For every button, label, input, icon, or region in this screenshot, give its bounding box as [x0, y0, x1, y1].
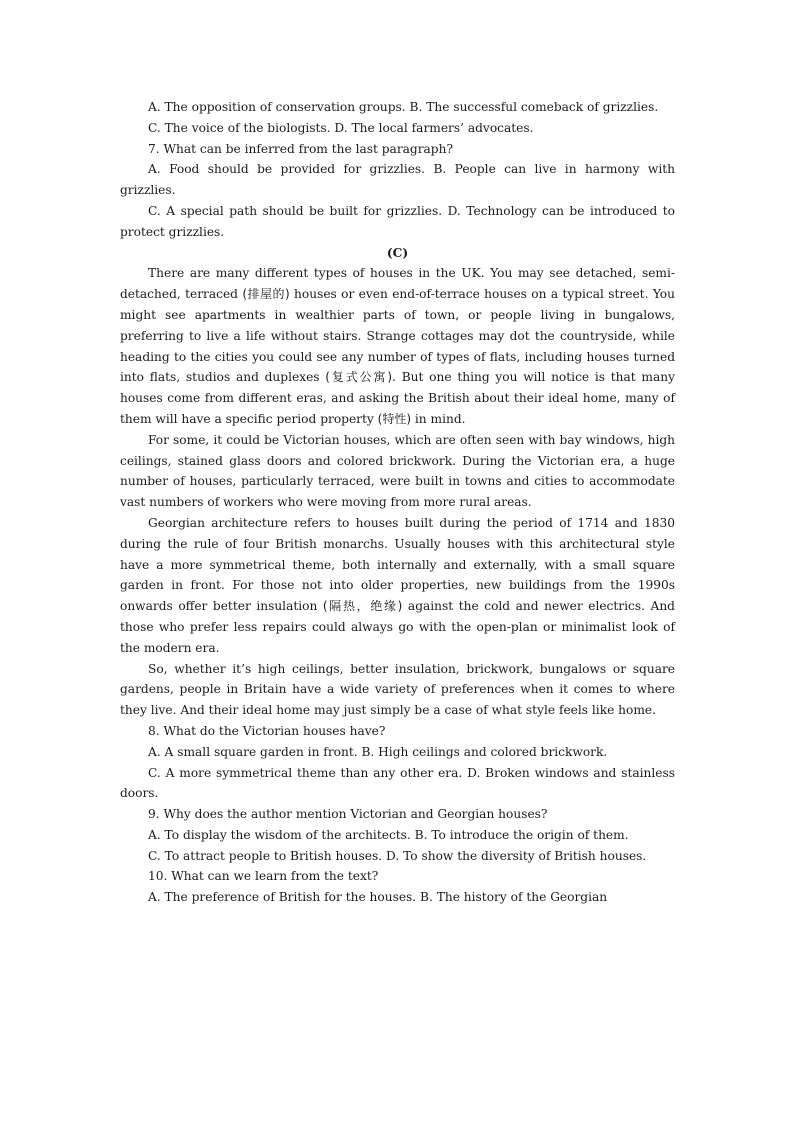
q9-options-cd: C. To attract people to British houses. D. To show the diversity of British houses.: [148, 848, 647, 863]
p3-text-a: Georgian architecture refers to houses built during the period of 1714 and 1830 during the rule of four British monarchs. Usually houses with this architectural style have a more symmetrical theme, both internally and externally, with a small square garden in front. For those not into older properties, new buildings from the 1990s onwards offer better insulation: [120, 515, 675, 614]
q8-options-cd: C. A more symmetrical theme than any other era. D. Broken windows and stainless doors.: [120, 765, 675, 801]
p1-text-b: houses or even end-of-terrace houses on a typical street. You might see apartments in wealthier parts of town, or people living in bungalows, preferring to live a life without stairs. Strange cottages may dot the countryside, while heading to the cities you could see any number of types of flats, including houses turned into flats, studios and duplexes: [120, 287, 675, 385]
passage-c-paragraph-2: For some, it could be Victorian houses, which are often seen with bay windows, high ceilings, stained glass doors and colored brickwork. During the Victorian era, a huge number of houses, particularly terraced, were built in towns and cities to accommodate vast numbers of workers who were moving from more rural areas.: [120, 432, 675, 510]
q9-stem: 9. Why does the author mention Victorian and Georgian houses?: [148, 807, 548, 822]
passage-c-paragraph-1: [120, 263, 675, 429]
p1-text-c: . But one thing you will notice is that many houses come from different eras, and asking the British about their ideal home, many of them will have a specific period property: [120, 370, 675, 426]
p3-gloss-insulation: (隔热，绝缘): [322, 599, 403, 614]
passage-c-title: (C): [386, 245, 409, 260]
q10-options-ab: A. The preference of British for the houses. B. The history of the Georgian: [148, 890, 608, 905]
passage-c-paragraph-4: So, whether it’s high ceilings, better insulation, brickwork, bungalows or square gardens, people in Britain have a wide variety of preferences when it comes to where they live. And their ideal home may just simply be a case of what style feels like home.: [120, 661, 675, 718]
p1-gloss-terraced: (排屋的): [242, 287, 290, 302]
q10-stem: 10. What can we learn from the text?: [148, 869, 379, 884]
p1-text-a: There are many different types of houses in the UK. You may see detached, semi-detached, terraced: [120, 266, 675, 302]
q6-options-cd: C. The voice of the biologists. D. The local farmers’ advocates.: [148, 120, 534, 135]
q9-options-ab: A. To display the wisdom of the architects. B. To introduce the origin of them.: [148, 827, 629, 842]
p3-text-b: against the cold and newer electrics. And those who prefer less repairs could always go with the open-plan or minimalist look of the modern era.: [120, 599, 675, 655]
q6-options-ab: A. The opposition of conservation groups. B. The successful comeback of grizzlies.: [148, 100, 659, 114]
q7-stem: 7. What can be inferred from the last paragraph?: [148, 141, 453, 156]
p1-gloss-duplexes: (复式公寓): [325, 370, 393, 385]
document-page: [120, 97, 675, 908]
q8-stem: 8. What do the Victorian houses have?: [148, 723, 386, 738]
q8-options-ab: A. A small square garden in front. B. High ceilings and colored brickwork.: [148, 744, 608, 759]
p1-gloss-property: (特性): [377, 411, 412, 426]
passage-c-paragraph-3: [120, 513, 675, 659]
p1-text-d: in mind.: [411, 411, 466, 426]
q7-options-ab: A. Food should be provided for grizzlies. B. People can live in harmony with grizzlies.: [120, 162, 675, 198]
q7-options-cd: C. A special path should be built for grizzlies. D. Technology can be introduced to protect grizzlies.: [120, 203, 675, 239]
